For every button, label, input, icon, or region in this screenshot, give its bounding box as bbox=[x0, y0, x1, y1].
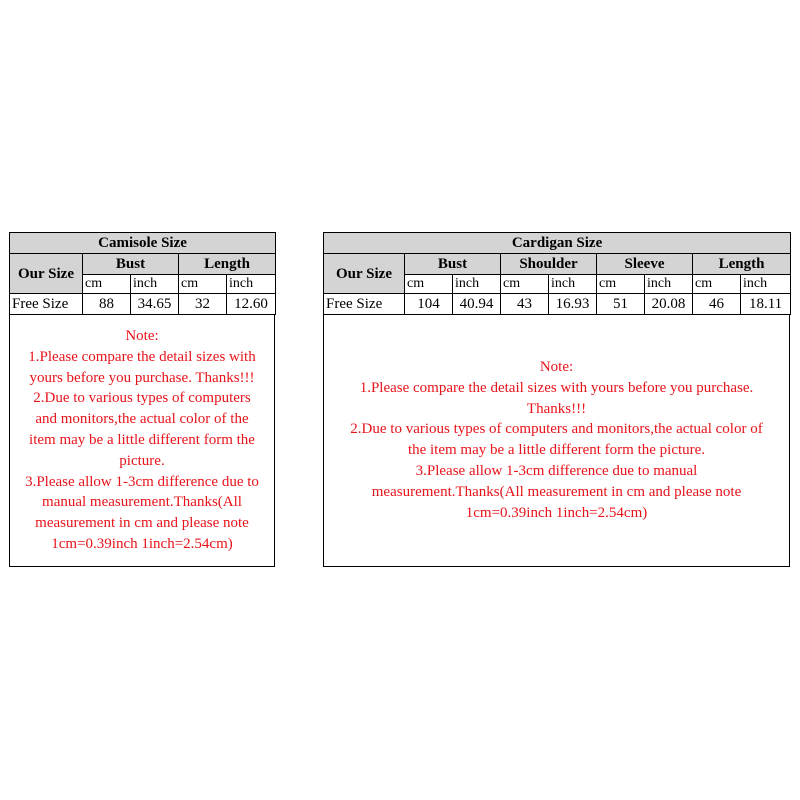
bust-header: Bust bbox=[83, 254, 179, 275]
unit-cell: inch bbox=[227, 275, 276, 294]
note-title: Note: bbox=[125, 328, 159, 344]
camisole-size-chart bbox=[9, 232, 275, 567]
value-cell: 20.08 bbox=[645, 294, 693, 315]
unit-cell: cm bbox=[597, 275, 645, 294]
note-line: picture. bbox=[119, 452, 165, 469]
note-line: 3.Please allow 1-3cm difference due to manual bbox=[415, 462, 698, 479]
unit-cell: cm bbox=[693, 275, 741, 294]
camisole-note bbox=[9, 315, 275, 567]
note-line: manual measurement.Thanks(All bbox=[42, 494, 242, 511]
note-line: 1.Please compare the detail sizes with bbox=[28, 348, 256, 365]
unit-cell: cm bbox=[501, 275, 549, 294]
unit-cell: inch bbox=[131, 275, 179, 294]
note-line: yours before you purchase. Thanks!!! bbox=[29, 369, 255, 386]
cardigan-size-chart bbox=[323, 232, 790, 567]
value-cell: 16.93 bbox=[549, 294, 597, 315]
camisole-size-table bbox=[9, 232, 276, 315]
value-cell: 51 bbox=[597, 294, 645, 315]
sleeve-header: Sleeve bbox=[597, 254, 693, 275]
note-line: the item may be a little different form the picture. bbox=[407, 442, 706, 459]
value-cell: 34.65 bbox=[131, 294, 179, 315]
unit-cell: inch bbox=[645, 275, 693, 294]
length-header: Length bbox=[179, 254, 276, 275]
length-header: Length bbox=[693, 254, 791, 275]
shoulder-header: Shoulder bbox=[501, 254, 597, 275]
value-cell: 104 bbox=[405, 294, 453, 315]
note-line: 2.Due to various types of computers bbox=[33, 390, 251, 407]
unit-cell: inch bbox=[741, 275, 791, 294]
note-line: and monitors,the actual color of the bbox=[35, 411, 249, 428]
bust-header: Bust bbox=[405, 254, 501, 275]
note-title: Note: bbox=[539, 359, 574, 375]
note-line: 1.Please compare the detail sizes with yours before you purchase. bbox=[359, 379, 754, 396]
our-size-header: Our Size bbox=[10, 254, 83, 294]
note-line: 1cm=0.39inch 1inch=2.54cm) bbox=[465, 504, 648, 521]
value-cell: 46 bbox=[693, 294, 741, 315]
note-line: 2.Due to various types of computers and monitors,the actual color of bbox=[350, 421, 763, 438]
note-line: 3.Please allow 1-3cm difference due to bbox=[25, 473, 259, 490]
unit-cell: cm bbox=[405, 275, 453, 294]
unit-cell: inch bbox=[453, 275, 501, 294]
value-cell: 43 bbox=[501, 294, 549, 315]
note-line: measurement.Thanks(All measurement in cm and please note bbox=[371, 483, 742, 500]
cardigan-note bbox=[323, 315, 790, 567]
note-line: item may be a little different form the bbox=[29, 431, 255, 448]
value-cell: 32 bbox=[179, 294, 227, 315]
our-size-header: Our Size bbox=[324, 254, 405, 294]
value-cell: 18.11 bbox=[741, 294, 791, 315]
value-cell: 40.94 bbox=[453, 294, 501, 315]
row-label: Free Size bbox=[324, 294, 405, 315]
value-cell: 88 bbox=[83, 294, 131, 315]
row-label: Free Size bbox=[10, 294, 83, 315]
note-line: measurement in cm and please note bbox=[35, 515, 249, 532]
unit-cell: cm bbox=[179, 275, 227, 294]
note-line: Thanks!!! bbox=[526, 400, 587, 417]
unit-cell: inch bbox=[549, 275, 597, 294]
note-line: 1cm=0.39inch 1inch=2.54cm) bbox=[51, 535, 233, 552]
camisole-title: Camisole Size bbox=[10, 233, 276, 254]
unit-cell: cm bbox=[83, 275, 131, 294]
cardigan-size-table bbox=[323, 232, 791, 315]
value-cell: 12.60 bbox=[227, 294, 276, 315]
cardigan-title: Cardigan Size bbox=[324, 233, 791, 254]
